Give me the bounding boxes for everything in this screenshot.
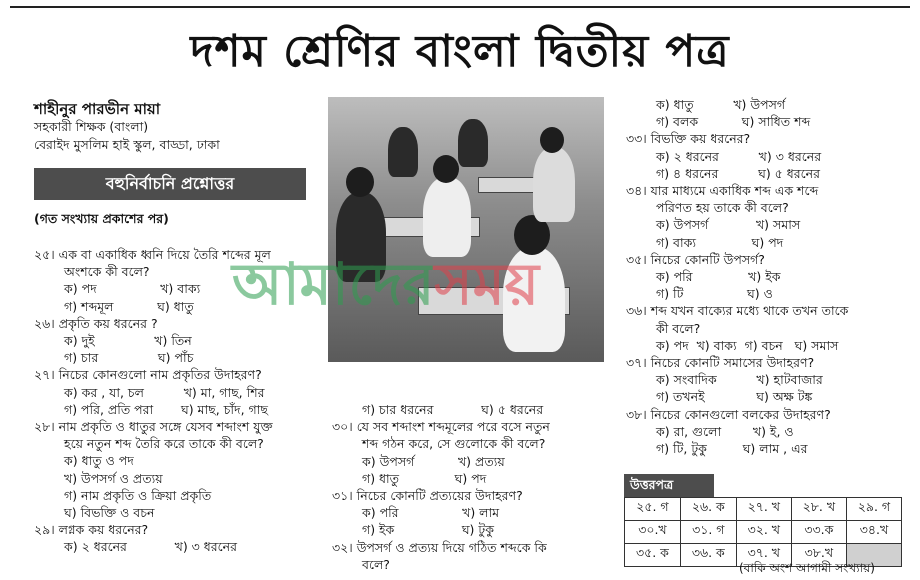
- question-column-2: [332, 401, 622, 573]
- answer-cell: ৩১. গ: [680, 521, 736, 544]
- question-line: ৩৫। নিচের কোনটি উপসর্গ?: [626, 251, 765, 267]
- option-line: ক) রা, গুলো খ) ই, ও: [656, 423, 794, 439]
- option-line: পরিণত হয় তাকে কী বলে?: [656, 200, 789, 216]
- answer-row: [625, 521, 902, 544]
- answer-cell: ৩৩.ক: [791, 521, 846, 544]
- option-line: ক) কর , যা, চল খ) মা, গাছ, শির: [64, 384, 265, 400]
- question-line: ৩৩। বিভক্তি কয় ধরনের?: [626, 131, 751, 147]
- watermark-part-1: আমাদের: [232, 250, 435, 318]
- option-line: গ) টি ঘ) ও: [656, 286, 773, 302]
- option-line: ক) ২ ধরনের খ) ৩ ধরনের: [656, 148, 822, 164]
- watermark-part-2: সময়: [434, 250, 540, 318]
- option-line: গ) বলক ঘ) সাধিত শব্দ: [656, 114, 811, 130]
- question-line: ৩১। নিচের কোনটি প্রত্যয়ের উদাহরণ?: [332, 488, 523, 504]
- option-line: গ) চার ধরনের ঘ) ৫ ধরনের: [362, 402, 544, 417]
- answer-cell: ৩৮.খ: [791, 544, 846, 567]
- page-title: দশম শ্রেণির বাংলা দ্বিতীয় পত্র: [190, 26, 730, 77]
- question-line: ২৮। নাম প্রকৃতি ও ধাতুর সঙ্গে যেসব শব্দাংশ যুক্ত: [34, 419, 273, 435]
- answer-cell: ২৯. গ: [846, 498, 901, 521]
- option-line: শব্দ গঠন করে, সে গুলোকে কী বলে?: [362, 436, 546, 452]
- option-line: ক) ২ ধরনের খ) ৩ ধরনের: [64, 539, 238, 555]
- author-name: শাহীনুর পারভীন মায়া: [34, 100, 161, 118]
- question-line: ৩৭। নিচের কোনটি সমাসের উদাহরণ?: [626, 355, 815, 371]
- answer-cell: ৩৫. ক: [625, 544, 681, 567]
- answer-cell: ২৭. খ: [736, 498, 791, 521]
- option-line: ক) দুই খ) তিন: [64, 333, 192, 349]
- answer-key-table: [624, 497, 902, 567]
- option-line: ক) ধাতু খ) উপসর্গ: [656, 97, 786, 112]
- option-line: গ) ৪ ধরনের ঘ) ৫ ধরনের: [656, 165, 820, 181]
- option-line: কী বলে?: [656, 320, 701, 336]
- publisher-watermark: [232, 240, 539, 337]
- option-line: ক) ধাতু ও পদ: [64, 453, 134, 469]
- option-line: ক) সংবাদিক খ) হাটবাজার: [656, 372, 823, 388]
- answer-cell: ৩৬. ক: [680, 544, 736, 567]
- option-line: খ) উপসর্গ ও প্রত্যয়: [64, 470, 163, 486]
- answer-key: [624, 474, 902, 567]
- answer-cell: ৩২. খ: [736, 521, 791, 544]
- question-line: ২৯। লগ্নক কয় ধরনের?: [34, 522, 149, 538]
- continued-footnote: (বাকি অংশ আগামী সংখ্যায়): [739, 561, 875, 575]
- answer-cell: ৩৭. খ: [736, 544, 791, 567]
- option-line: গ) তখনই ঘ) অক্ষ টঙ্ক: [656, 389, 813, 405]
- question-line: ৩৬। শব্দ যখন বাক্যের মধ্যে থাকে তখন তাকে: [626, 303, 849, 319]
- option-line: গ) ধাতু ঘ) পদ: [362, 470, 487, 486]
- top-rule: [10, 6, 910, 8]
- option-line: ক) পরি খ) লাম: [362, 505, 500, 521]
- answer-cell: ৩৪.খ: [846, 521, 901, 544]
- section-heading-text: বহুনির্বাচনি প্রশ্নোত্তর: [105, 173, 235, 193]
- option-line: গ) চার ঘ) পাঁচ: [64, 350, 194, 366]
- option-line: গ) টি, টুকু ঘ) লাম , এর: [656, 441, 808, 457]
- option-line: অংশকে কী বলে?: [64, 264, 150, 280]
- question-line: ৩০। যে সব শব্দাংশ শব্দমূলের পরে বসে নতুন: [332, 419, 550, 435]
- author-school: বেরাইদ মুসলিম হাই স্কুল, বাড্ডা, ঢাকা: [34, 137, 220, 152]
- option-line: ক) উপসর্গ খ) প্রত্যয়: [362, 453, 505, 469]
- question-column-3: [626, 96, 920, 457]
- option-line: ক) পদ খ) বাক্য গ) বচন ঘ) সমাস: [656, 337, 839, 353]
- option-line: গ) শব্দমূল ঘ) ধাতু: [64, 298, 194, 314]
- answer-cell: ২৬. ক: [680, 498, 736, 521]
- question-line: ২৬। প্রকৃতি কয় ধরনের ?: [34, 315, 158, 331]
- option-line: হয়ে নতুন শব্দ তৈরি করে তাকে কী বলে?: [64, 436, 264, 452]
- continuation-note: (গত সংখ্যায় প্রকাশের পর): [34, 211, 169, 226]
- answer-cell: ৩০.খ: [625, 521, 681, 544]
- answer-cell: ২৫. গ: [625, 498, 681, 521]
- question-line: ২৫। এক বা একাধিক ধ্বনি দিয়ে তৈরি শব্দের মূল: [34, 247, 271, 262]
- author-designation: সহকারী শিক্ষক (বাংলা): [34, 119, 149, 134]
- answer-row: [625, 498, 902, 521]
- option-line: গ) পরি, প্রতি পরা ঘ) মাছ, চাঁদ, গাছ: [64, 401, 268, 417]
- option-line: গ) নাম প্রকৃতি ও ক্রিয়া প্রকৃতি: [64, 487, 212, 503]
- option-line: ক) পদ খ) বাক্য: [64, 281, 201, 297]
- option-line: ঘ) বিভক্তি ও বচন: [64, 505, 155, 521]
- question-line: ৩৪। যার মাধ্যমে একাধিক শব্দ এক শব্দে: [626, 183, 819, 199]
- question-line: ৩২। উপসর্গ ও প্রত্যয় দিয়ে গঠিত শব্দকে কি: [332, 539, 547, 555]
- section-heading: [34, 168, 306, 200]
- option-line: ক) পরি খ) ইক: [656, 269, 781, 285]
- option-line: ক) উপসর্গ খ) সমাস: [656, 217, 801, 233]
- answer-key-heading: উত্তরপত্র: [624, 474, 714, 497]
- option-line: বলে?: [362, 556, 390, 572]
- answer-cell: ২৮. খ: [791, 498, 846, 521]
- option-line: গ) বাক্য ঘ) পদ: [656, 234, 784, 250]
- question-line: ৩৮। নিচের কোনগুলো বলকের উদাহরণ?: [626, 406, 831, 422]
- option-line: গ) ইক ঘ) টুকু: [362, 522, 494, 538]
- question-line: ২৭। নিচের কোনগুলো নাম প্রকৃতির উদাহরণ?: [34, 367, 262, 383]
